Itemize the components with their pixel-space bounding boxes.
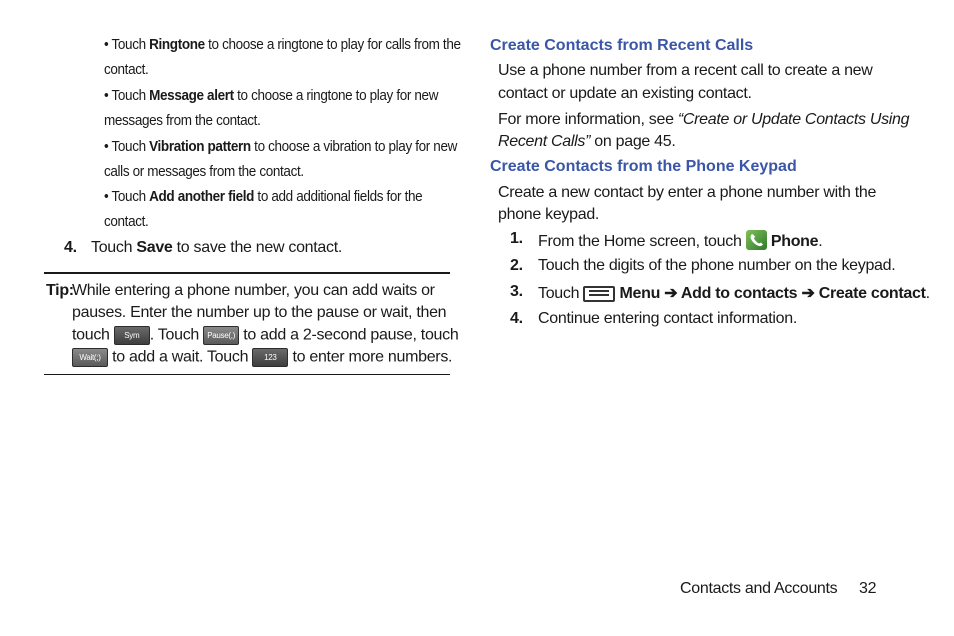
bullet-prefix: • Touch bbox=[104, 87, 150, 104]
bullet-prefix: • Touch bbox=[104, 138, 150, 155]
para-text: Use a phone number from a recent call to create a new bbox=[498, 62, 873, 79]
phone-icon bbox=[746, 230, 767, 250]
bullet-text: contact. bbox=[104, 61, 149, 78]
bullet-add-another-field bbox=[104, 188, 422, 205]
step-num: 3. bbox=[510, 283, 523, 300]
step-text: Continue entering contact information. bbox=[538, 310, 797, 327]
footer-section-name: Contacts and Accounts bbox=[680, 580, 838, 597]
pause-key-icon: Pause(,) bbox=[203, 326, 239, 345]
tip-line-3 bbox=[72, 326, 458, 345]
bullet-text: to choose a ringtone to play for calls from the bbox=[204, 36, 461, 53]
bullet-text: contact. bbox=[104, 213, 149, 230]
step-text: . bbox=[818, 233, 823, 250]
bullet-text: calls or messages from the contact. bbox=[104, 163, 304, 180]
bullet-text: messages from the contact. bbox=[104, 112, 261, 129]
menu-icon bbox=[583, 286, 615, 302]
step-bold: Add to contacts bbox=[680, 285, 798, 302]
tip-text: touch bbox=[72, 326, 114, 344]
tip-text: to add a 2-second pause, touch bbox=[239, 326, 459, 344]
step-bold: Phone bbox=[770, 233, 819, 250]
bullet-message-alert bbox=[104, 87, 438, 104]
tip-line-1 bbox=[72, 282, 435, 300]
bullet-vibration-pattern-cont bbox=[104, 163, 304, 180]
step-3-number bbox=[510, 283, 523, 301]
bullet-ringtone bbox=[104, 36, 461, 53]
recent-calls-text-1 bbox=[498, 62, 873, 80]
page-number: 32 bbox=[859, 580, 877, 597]
tip-top-rule bbox=[44, 272, 450, 274]
bullet-add-another-field-cont bbox=[104, 213, 148, 230]
cross-reference: “Create or Update Contacts Using bbox=[677, 111, 910, 128]
tip-line-4 bbox=[72, 348, 452, 367]
tip-text: to add a wait. Touch bbox=[108, 348, 253, 366]
step-text: . bbox=[925, 285, 930, 302]
tip-bottom-rule bbox=[44, 374, 450, 375]
para-text: on page 45. bbox=[590, 133, 676, 150]
tip-text: pauses. Enter the number up to the pause or wait, then bbox=[72, 304, 447, 321]
step-text: From the Home screen, touch bbox=[538, 233, 746, 250]
tip-label bbox=[46, 282, 74, 300]
step-text: Touch bbox=[538, 285, 584, 302]
bullet-text: to choose a ringtone to play for new bbox=[233, 87, 439, 104]
step-num: 4. bbox=[510, 310, 523, 327]
bullet-bold: Vibration pattern bbox=[149, 138, 251, 155]
more-info-line-2 bbox=[498, 133, 676, 151]
step-1-number bbox=[510, 230, 523, 248]
para-text: For more information, see bbox=[498, 111, 678, 128]
arrow-icon: ➔ bbox=[660, 285, 681, 302]
bullet-prefix: • Touch bbox=[104, 36, 150, 53]
keypad-text-1 bbox=[498, 184, 876, 202]
arrow-icon: ➔ bbox=[797, 285, 819, 302]
bullet-message-alert-cont bbox=[104, 112, 260, 129]
bullet-ringtone-cont bbox=[104, 61, 148, 78]
heading-recent-calls: Create Contacts from Recent Calls bbox=[490, 37, 754, 54]
step-text: to save the new contact. bbox=[172, 239, 343, 256]
bullet-prefix: • Touch bbox=[104, 188, 150, 205]
step-num: 1. bbox=[510, 230, 523, 247]
para-text: Create a new contact by enter a phone number with the bbox=[498, 184, 877, 201]
tip-line-2 bbox=[72, 304, 446, 322]
step-bold: Save bbox=[136, 239, 173, 256]
step-bold: Create contact bbox=[818, 285, 926, 302]
keypad-text-2 bbox=[498, 206, 599, 224]
step-save bbox=[91, 239, 342, 257]
bullet-vibration-pattern bbox=[104, 138, 457, 155]
step-2 bbox=[538, 257, 895, 275]
tip-text: to enter more numbers. bbox=[288, 348, 453, 366]
recent-calls-text-2 bbox=[498, 85, 752, 103]
bullet-text: to add additional fields for the bbox=[254, 188, 423, 205]
heading-phone-keypad: Create Contacts from the Phone Keypad bbox=[490, 158, 797, 175]
para-text: contact or update an existing contact. bbox=[498, 85, 752, 102]
step-1 bbox=[538, 230, 822, 251]
tip-text: . Touch bbox=[149, 326, 204, 344]
step-2-number bbox=[510, 257, 523, 275]
step-4-number bbox=[510, 310, 523, 328]
step-4 bbox=[538, 310, 797, 328]
wait-key-icon: Wait(;) bbox=[72, 348, 108, 367]
bullet-bold: Ringtone bbox=[149, 36, 205, 53]
bullet-text: to choose a vibration to play for new bbox=[250, 138, 457, 155]
num-key-icon: 123 bbox=[252, 348, 288, 367]
step-3 bbox=[538, 283, 930, 303]
cross-reference: Recent Calls” bbox=[498, 133, 591, 150]
step-text: Touch bbox=[91, 239, 137, 256]
step-number bbox=[64, 239, 77, 257]
step-text: Touch the digits of the phone number on the keypad. bbox=[538, 257, 896, 274]
para-text: phone keypad. bbox=[498, 206, 600, 223]
sym-key-icon: Sym bbox=[114, 326, 150, 345]
step-num: 2. bbox=[510, 257, 523, 274]
step-num: 4. bbox=[64, 239, 77, 256]
tip-text: While entering a phone number, you can add waits or bbox=[72, 282, 435, 299]
step-bold: Menu bbox=[619, 285, 661, 302]
bullet-bold: Message alert bbox=[149, 87, 234, 104]
bullet-bold: Add another field bbox=[149, 188, 255, 205]
more-info-line-1 bbox=[498, 111, 909, 129]
tip-label-text: Tip: bbox=[46, 282, 74, 299]
